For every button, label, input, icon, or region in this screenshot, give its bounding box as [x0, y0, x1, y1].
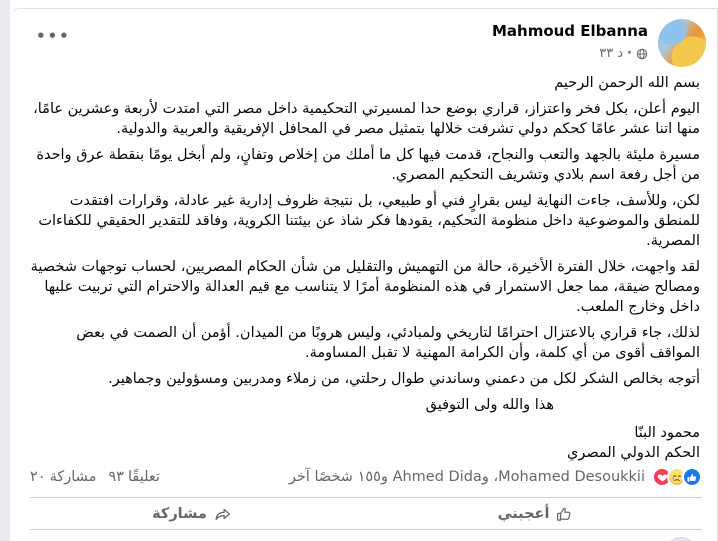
post-options-button[interactable]: •••: [36, 27, 71, 45]
facebook-post-card: [10, 8, 718, 541]
thumbs-up-icon: [556, 505, 574, 523]
counters: [30, 469, 160, 485]
like-reaction-icon[interactable]: [682, 467, 702, 487]
post-paragraph: اليوم أعلن، بكل فخر واعتزاز، قراري بوضع حدا لمسيرتي التحكيمية داخل مصر التي امتدت لأربعة وعشرين عامًا، منها اتنا عشر عامًا كحكم دولي تشرفت خلالها بتمثيل مصر في المحافل الإفريقية والعربية والدولية.: [33, 101, 700, 137]
globe-privacy-icon: [636, 48, 648, 60]
post-paragraph: أتوجه بخالص الشكر لكل من دعمني وساندني طوال رحلتي، من زملاء ومدربين ومسؤولين وجماهير.: [108, 371, 700, 387]
reactions-summary: [289, 467, 702, 487]
post-meta: [599, 46, 648, 61]
comment-composer-avatar[interactable]: [664, 537, 698, 541]
shares-number: ٢٠: [30, 469, 46, 485]
post-paragraph: لكن، وللأسف، جاءت النهاية ليس بقرارٍ فني أو طبيعي، بل نتيجة ظروف إدارية غير عادلة، وقرارات افتقدت للمنطق والموضوعية داخل منظومة التحكيم، يقودها فكر شاذ عن بيئتنا الكروية، وفاقد للتقدير الحقيقي للكفاءات المصرية.: [38, 193, 700, 249]
like-button-label: أعجبني: [497, 506, 550, 522]
post-paragraph: لذلك، جاء قراري بالاعتزال احترامًا لتاريخي ولمبادئي، وليس هروبًا من الميدان. أؤمن أن الصمت في بعض المواقف أقوى من أي كلمة، وأن الكرامة المهنية لا تقبل المساومة.: [76, 325, 700, 361]
share-button-label: مشاركة: [152, 506, 207, 522]
profile-avatar[interactable]: [658, 19, 706, 67]
divider-below-actions: [30, 529, 702, 530]
shares-count[interactable]: [30, 469, 96, 485]
signature-name: محمود البنّا: [634, 425, 700, 441]
post-paragraph: مسيرة مليئة بالجهد والتعب والنجاح، قدمت فيها كل ما أملك من إخلاص وتفانٍ، ولم أبخل يومًا بنقطة عرق واحدة من أجل رفعة اسم بلادي وتشريف التحكيم المصري.: [36, 147, 700, 183]
divider-above-actions: [30, 497, 702, 498]
comments-count[interactable]: [108, 469, 160, 485]
reaction-icons: [652, 467, 702, 487]
like-button[interactable]: [488, 501, 585, 527]
share-arrow-icon: [214, 505, 232, 523]
page-background-strip: [0, 0, 10, 541]
post-header: [10, 15, 718, 73]
shares-label: مشاركة: [49, 469, 97, 485]
timestamp-value[interactable]: ٣٣: [599, 46, 614, 61]
post-closing-line: هذا والله ولى التوفيق: [425, 397, 554, 413]
action-bar: [20, 499, 708, 529]
comments-number: ٩٣: [108, 469, 124, 485]
reactors-names[interactable]: Mohamed Desoukkii، وAhmed Dida و١٥٥ شخصًا آخر: [288, 469, 645, 485]
author-name[interactable]: Mahmoud Elbanna: [491, 22, 648, 40]
comments-label: تعليقًا: [127, 469, 160, 485]
post-paragraph: بسم الله الرحمن الرحيم: [554, 75, 700, 91]
meta-separator: ·: [627, 46, 632, 61]
signature-title: الحكم الدولي المصري: [567, 445, 700, 461]
timestamp-unit[interactable]: د: [617, 46, 624, 61]
post-paragraph: لقد واجهت، خلال الفترة الأخيرة، حالة من التهميش والتقليل من شأن الحكام المصريين، لحساب توجهات شخصية ومصالح ضيقة، مما جعل الاستمرار في هذه المنظومة أمرًا لا يتناسب مع قيم العدالة والاحترام التي تربيت عليها داخل وخارج الملعب.: [30, 259, 700, 315]
post-text: [30, 73, 700, 463]
engagement-summary: [30, 461, 702, 493]
share-button[interactable]: [142, 501, 242, 527]
